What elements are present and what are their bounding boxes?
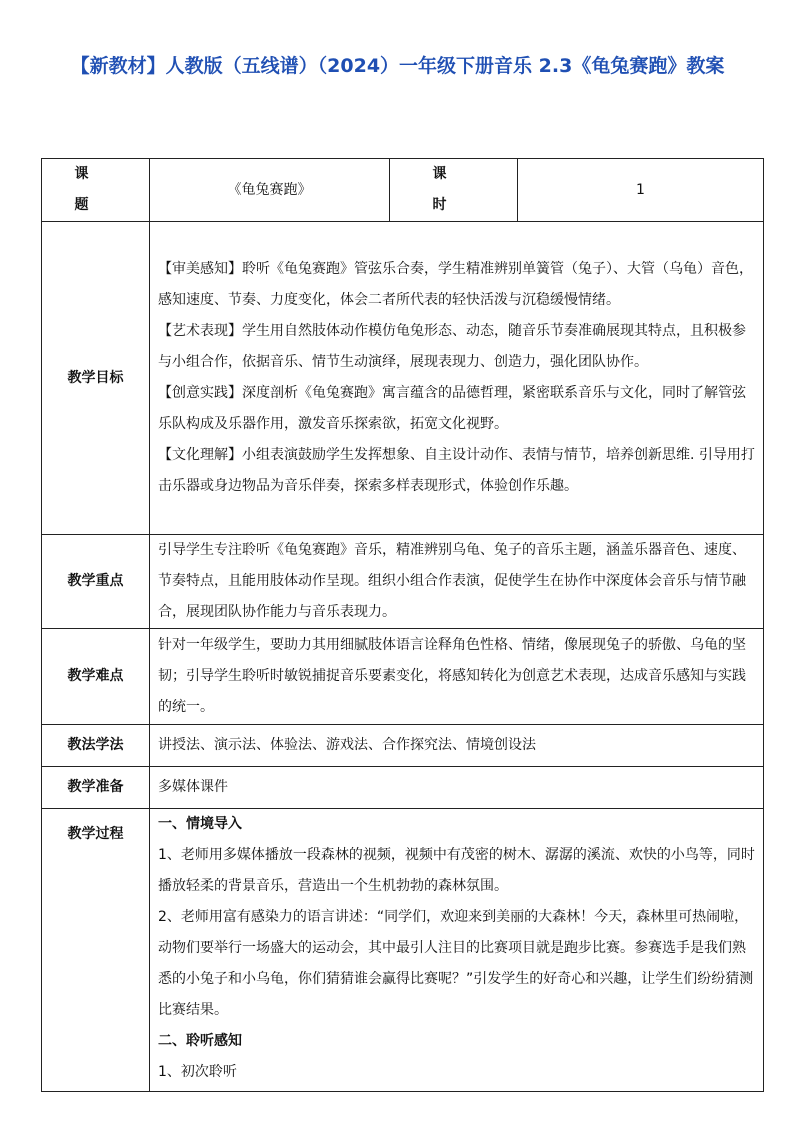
process-label: 教学过程 [42, 809, 150, 1092]
goals-label: 教学目标 [42, 222, 150, 535]
methods-label: 教法学法 [42, 725, 150, 767]
period-value: 1 [518, 159, 764, 222]
preparation-label: 教学准备 [42, 767, 150, 809]
document-title: 【新教材】人教版（五线谱）（2024）一年级下册音乐 2.3《龟兔赛跑》教案 [70, 55, 725, 77]
key-points-text: 引导学生专注聆听《龟兔赛跑》音乐，精准辨别乌龟、兔子的音乐主题，涵盖乐器音色、速度、节奏特点，且能用肢体动作呈现。组织小组合作表演，促使学生在协作中深度体会音乐与情节融合，展现团队协作能力与音乐表现力。 [150, 535, 764, 629]
process-row [42, 809, 764, 1092]
difficulties-text: 针对一年级学生，要助力其用细腻肢体语言诠释角色性格、情绪，像展现兔子的骄傲、乌龟的坚韧；引导学生聆听时敏锐捕捉音乐要素变化，将感知转化为创意艺术表现，达成音乐感知与实践的统一。 [150, 629, 764, 725]
period-label: 课 时 [390, 159, 518, 222]
preparation-text: 多媒体课件 [150, 767, 764, 809]
key-points-row [42, 535, 764, 629]
goals-content [150, 222, 764, 535]
section-listening-title: 二、聆听感知 [158, 1033, 242, 1049]
goals-row [42, 222, 764, 535]
goal-creative: 【创意实践】深度剖析《龟兔赛跑》寓言蕴含的品德哲理，紧密联系音乐与文化，同时了解管弦乐队构成及乐器作用，激发音乐探索欲，拓宽文化视野。 [158, 385, 746, 432]
topic-row [42, 159, 764, 222]
key-points-label: 教学重点 [42, 535, 150, 629]
lesson-plan-table [41, 158, 764, 1092]
section-listening-step-1: 1、初次聆听 [158, 1064, 237, 1080]
topic-value: 《龟兔赛跑》 [150, 159, 390, 222]
process-content [150, 809, 764, 1092]
topic-label: 课 题 [42, 159, 150, 222]
difficulties-row [42, 629, 764, 725]
difficulties-label: 教学难点 [42, 629, 150, 725]
section-intro-title: 一、情境导入 [158, 816, 242, 832]
goal-artistic: 【艺术表现】学生用自然肢体动作模仿龟兔形态、动态，随音乐节奏准确展现其特点，且积极参与小组合作，依据音乐、情节生动演绎，展现表现力、创造力，强化团队协作。 [158, 323, 746, 370]
goal-cultural: 【文化理解】小组表演鼓励学生发挥想象、自主设计动作、表情与情节，培养创新思维. 引导用打击乐器或身边物品为音乐伴奏，探索多样表现形式，体验创作乐趣。 [158, 447, 755, 494]
preparation-row [42, 767, 764, 809]
goal-aesthetic: 【审美感知】聆听《龟兔赛跑》管弦乐合奏，学生精准辨别单簧管（兔子）、大管（乌龟）音色，感知速度、节奏、力度变化，体会二者所代表的轻快活泼与沉稳缓慢情绪。 [158, 261, 753, 308]
methods-text: 讲授法、演示法、体验法、游戏法、合作探究法、情境创设法 [150, 725, 764, 767]
section-intro-step-1: 1、老师用多媒体播放一段森林的视频，视频中有茂密的树木、潺潺的溪流、欢快的小鸟等，同时播放轻柔的背景音乐，营造出一个生机勃勃的森林氛围。 [158, 847, 755, 894]
section-intro-step-2: 2、老师用富有感染力的语言讲述：“同学们，欢迎来到美丽的大森林！今天，森林里可热闹啦，动物们要举行一场盛大的运动会，其中最引人注目的比赛项目就是跑步比赛。参赛选手是我们熟悉的小兔子和小乌龟，你们猜猜谁会赢得比赛呢？”引发学生的好奇心和兴趣，让学生们纷纷猜测比赛结果。 [158, 909, 754, 1018]
methods-row [42, 725, 764, 767]
